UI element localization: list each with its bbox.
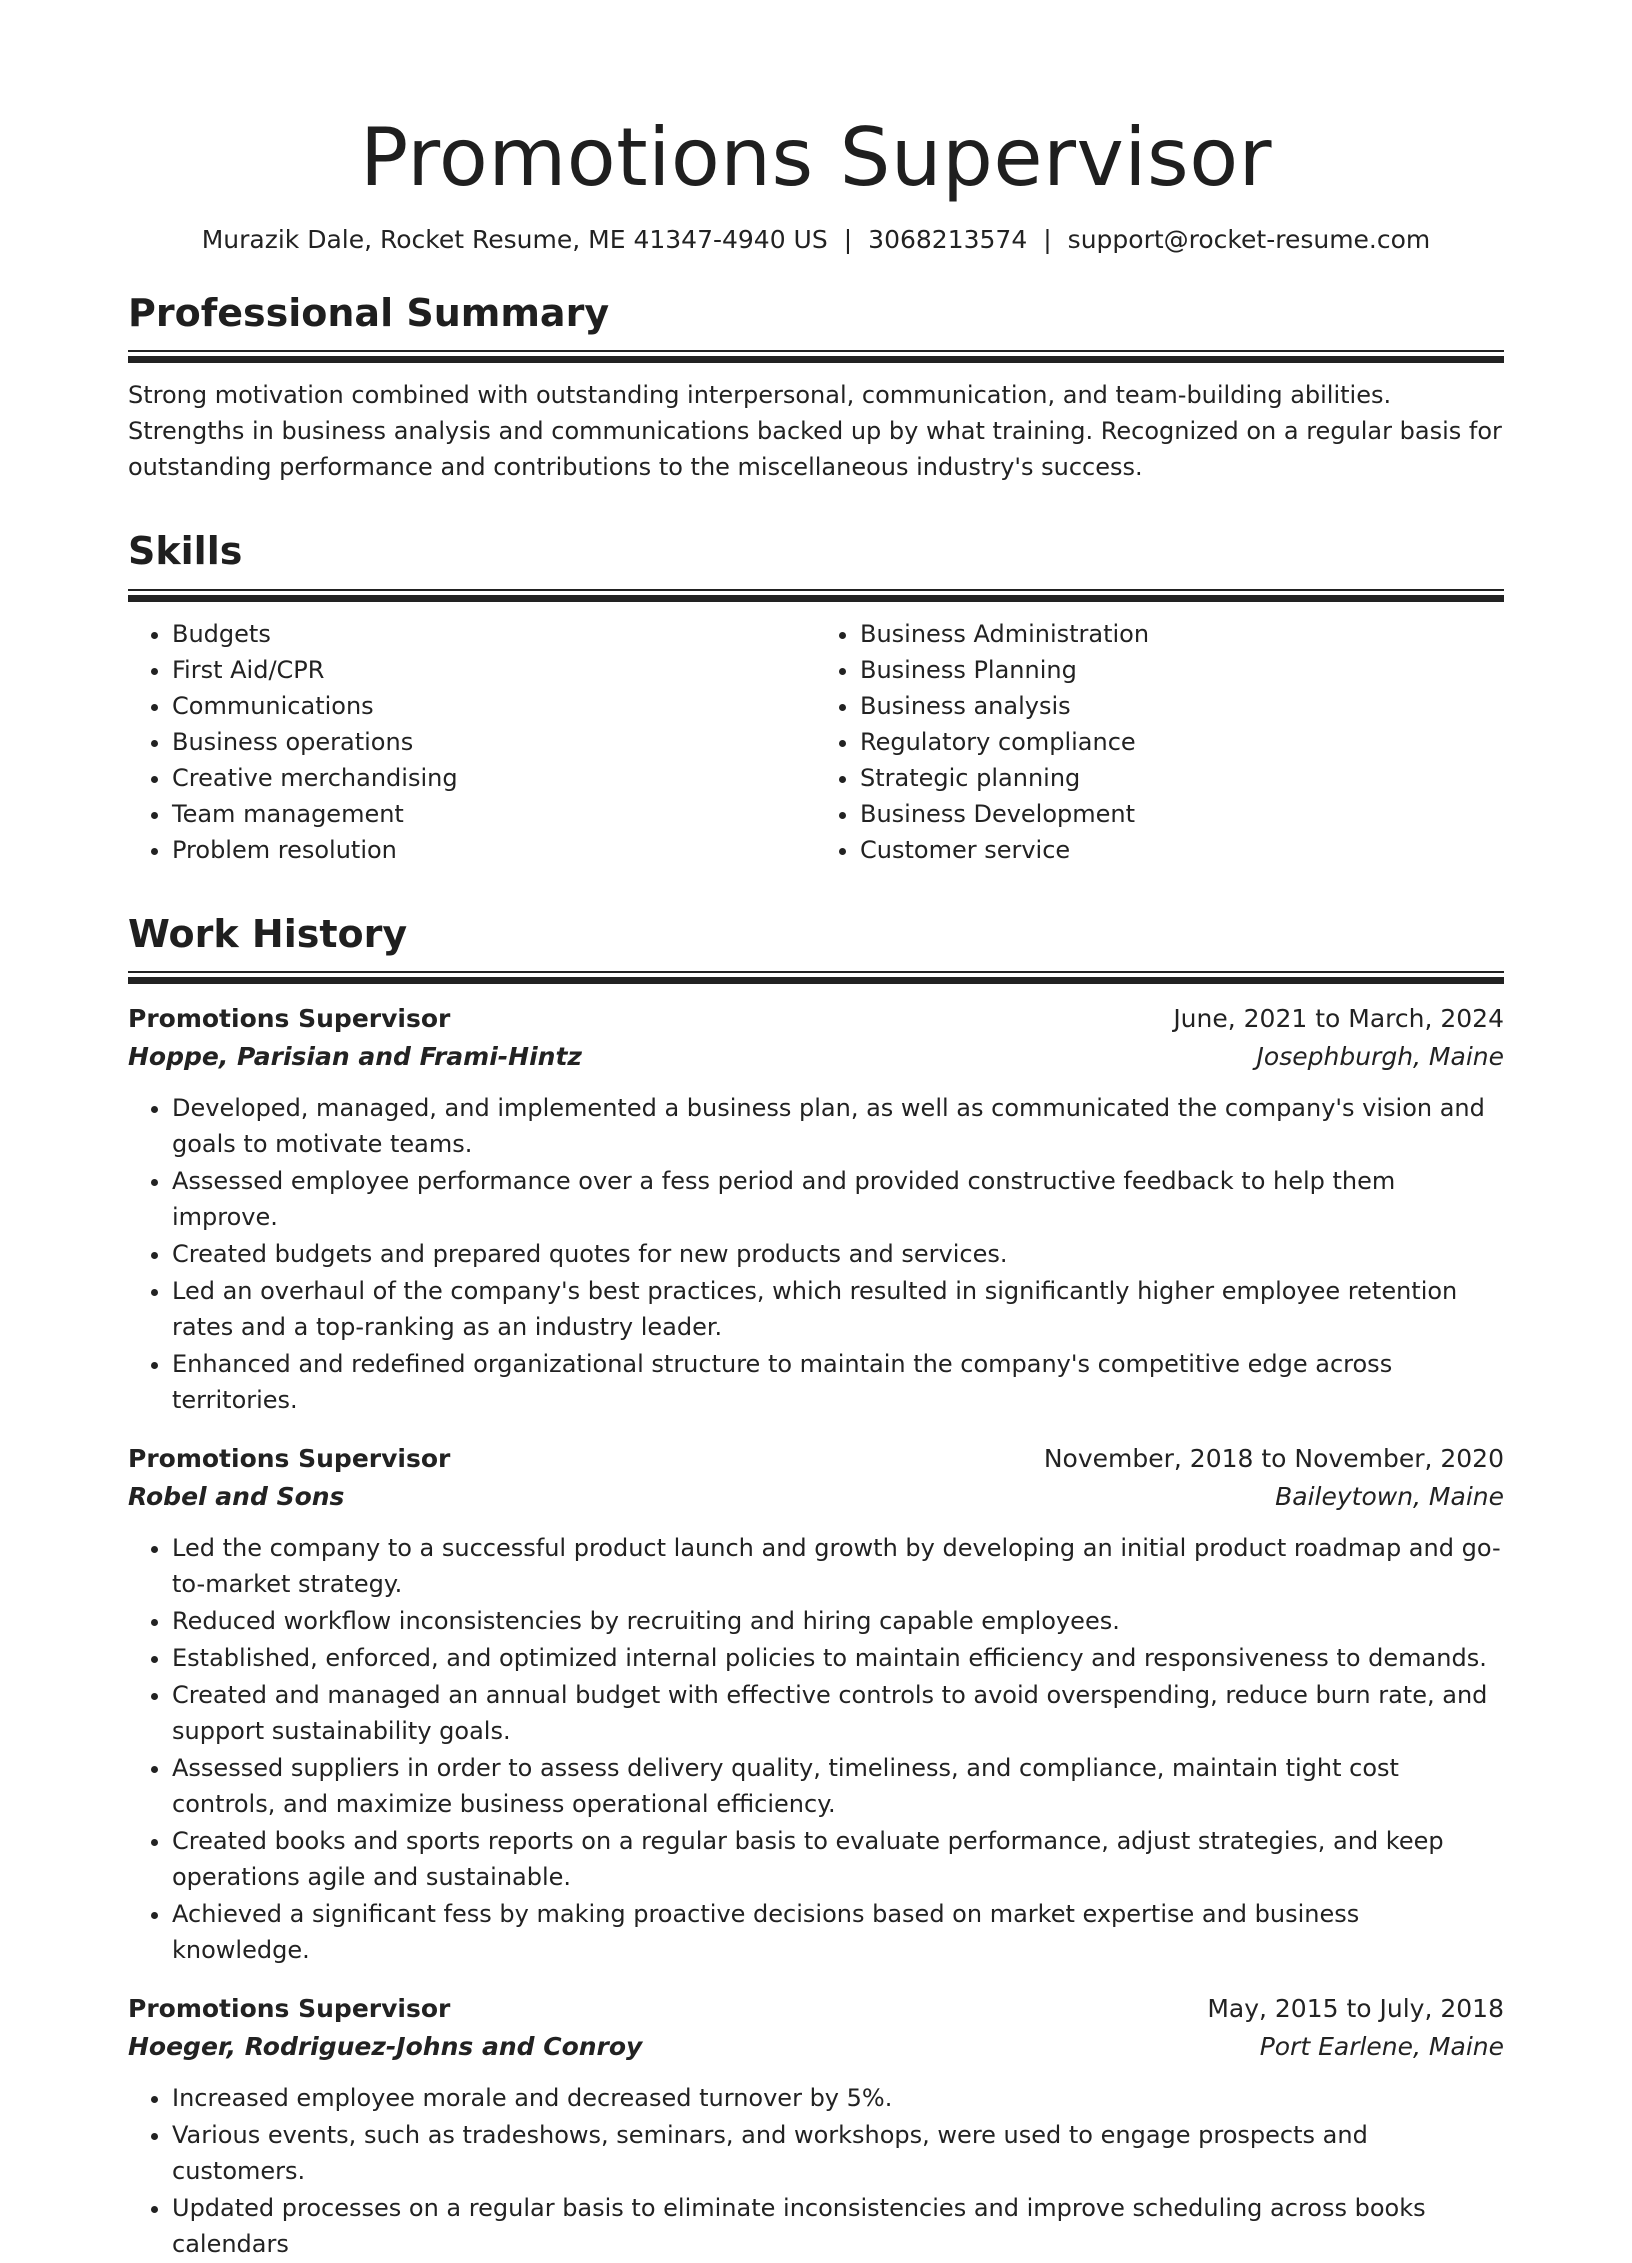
skill-item: • Team management bbox=[172, 796, 816, 832]
contact-phone: 3068213574 bbox=[868, 225, 1028, 254]
job-dates: June, 2021 to March, 2024 bbox=[1173, 1004, 1504, 1034]
job-header bbox=[128, 1000, 1504, 1038]
job-bullet: • Created books and sports reports on a regular basis to evaluate performance, adjust strategies, and keep operations agile and sustainable. bbox=[172, 1823, 1504, 1895]
job-bullet: • Various events, such as tradeshows, seminars, and workshops, were used to engage prospects and customers. bbox=[172, 2117, 1504, 2189]
job-company: Hoeger, Rodriguez-Johns and Conroy bbox=[128, 2032, 643, 2062]
section-divider bbox=[128, 971, 1504, 984]
skills-column-right bbox=[816, 616, 1504, 868]
job-location: Josephburgh, Maine bbox=[1256, 1042, 1504, 1072]
job-location: Baileytown, Maine bbox=[1275, 1482, 1504, 1512]
job-bullet: • Created budgets and prepared quotes for new products and services. bbox=[172, 1236, 1504, 1272]
job-subheader bbox=[128, 1478, 1504, 1516]
job-bullet: • Assessed suppliers in order to assess delivery quality, timeliness, and compliance, maintain tight cost controls, and maximize business operational efficiency. bbox=[172, 1750, 1504, 1822]
job-entry bbox=[128, 1000, 1504, 1418]
contact-address: Murazik Dale, Rocket Resume, ME 41347-4940 US bbox=[201, 225, 828, 254]
job-subheader bbox=[128, 1038, 1504, 1076]
skills-heading: Skills bbox=[128, 529, 243, 574]
section-divider bbox=[128, 350, 1504, 363]
job-bullets bbox=[128, 2080, 1504, 2262]
job-bullet: • Increased employee morale and decreased turnover by 5%. bbox=[172, 2080, 1504, 2116]
skill-item: • Regulatory compliance bbox=[860, 724, 1504, 760]
job-dates: May, 2015 to July, 2018 bbox=[1207, 1994, 1504, 2024]
job-title: Promotions Supervisor bbox=[128, 1994, 451, 2024]
skill-item: • Problem resolution bbox=[172, 832, 816, 868]
job-bullet: • Led the company to a successful product launch and growth by developing an initial product roadmap and go-to-market strategy. bbox=[172, 1530, 1504, 1602]
section-divider bbox=[128, 589, 1504, 602]
skills-column-left bbox=[128, 616, 816, 868]
contact-separator: | bbox=[1043, 225, 1052, 254]
job-company: Hoppe, Parisian and Frami-Hintz bbox=[128, 1042, 582, 1072]
job-bullet: • Achieved a significant fess by making proactive decisions based on market expertise and business knowledge. bbox=[172, 1896, 1504, 1968]
summary-heading: Professional Summary bbox=[128, 290, 610, 335]
job-company: Robel and Sons bbox=[128, 1482, 345, 1512]
work-history-heading: Work History bbox=[128, 911, 408, 956]
skill-item: • First Aid/CPR bbox=[172, 652, 816, 688]
summary-text: Strong motivation combined with outstanding interpersonal, communication, and team-building abilities. Strengths in business analysis and communications backed up by what training. Recognized on a regular basis for outstanding performance and contributions to the miscellaneous industry's success. bbox=[128, 381, 1502, 482]
job-bullets bbox=[128, 1090, 1504, 1418]
job-title: Promotions Supervisor bbox=[128, 1004, 451, 1034]
job-dates: November, 2018 to November, 2020 bbox=[1043, 1444, 1504, 1474]
skill-item: • Business Planning bbox=[860, 652, 1504, 688]
job-bullets bbox=[128, 1530, 1504, 1968]
job-bullet: • Created and managed an annual budget with effective controls to avoid overspending, reduce burn rate, and support sustainability goals. bbox=[172, 1677, 1504, 1749]
job-bullet: • Established, enforced, and optimized internal policies to maintain efficiency and responsiveness to demands. bbox=[172, 1640, 1504, 1676]
contact-line bbox=[128, 224, 1504, 257]
contact-separator: | bbox=[843, 225, 853, 254]
job-bullet: • Updated processes on a regular basis to eliminate inconsistencies and improve scheduling across books calendars bbox=[172, 2190, 1504, 2262]
skill-item: • Communications bbox=[172, 688, 816, 724]
resume-page bbox=[128, 110, 1504, 2263]
job-bullet: • Led an overhaul of the company's best practices, which resulted in significantly higher employee retention rates and a top-ranking as an industry leader. bbox=[172, 1273, 1504, 1345]
job-bullet: • Enhanced and redefined organizational structure to maintain the company's competitive edge across territories. bbox=[172, 1346, 1504, 1418]
resume-title: Promotions Supervisor bbox=[359, 111, 1273, 204]
job-subheader bbox=[128, 2028, 1504, 2066]
job-entry bbox=[128, 1990, 1504, 2262]
skill-item: • Business analysis bbox=[860, 688, 1504, 724]
skill-item: • Strategic planning bbox=[860, 760, 1504, 796]
job-bullet: • Assessed employee performance over a fess period and provided constructive feedback to help them improve. bbox=[172, 1163, 1504, 1235]
job-bullet: • Developed, managed, and implemented a business plan, as well as communicated the company's vision and goals to motivate teams. bbox=[172, 1090, 1504, 1162]
job-header bbox=[128, 1990, 1504, 2028]
job-bullet: • Reduced workflow inconsistencies by recruiting and hiring capable employees. bbox=[172, 1603, 1504, 1639]
job-entry bbox=[128, 1440, 1504, 1968]
job-location: Port Earlene, Maine bbox=[1259, 2032, 1504, 2062]
skill-item: • Business Development bbox=[860, 796, 1504, 832]
job-header bbox=[128, 1440, 1504, 1478]
skill-item: • Creative merchandising bbox=[172, 760, 816, 796]
skill-item: • Budgets bbox=[172, 616, 816, 652]
skill-item: • Customer service bbox=[860, 832, 1504, 868]
contact-email: support@rocket-resume.com bbox=[1067, 225, 1431, 254]
skill-item: • Business operations bbox=[172, 724, 816, 760]
job-title: Promotions Supervisor bbox=[128, 1444, 451, 1474]
skills-list bbox=[128, 616, 1504, 868]
skill-item: • Business Administration bbox=[860, 616, 1504, 652]
